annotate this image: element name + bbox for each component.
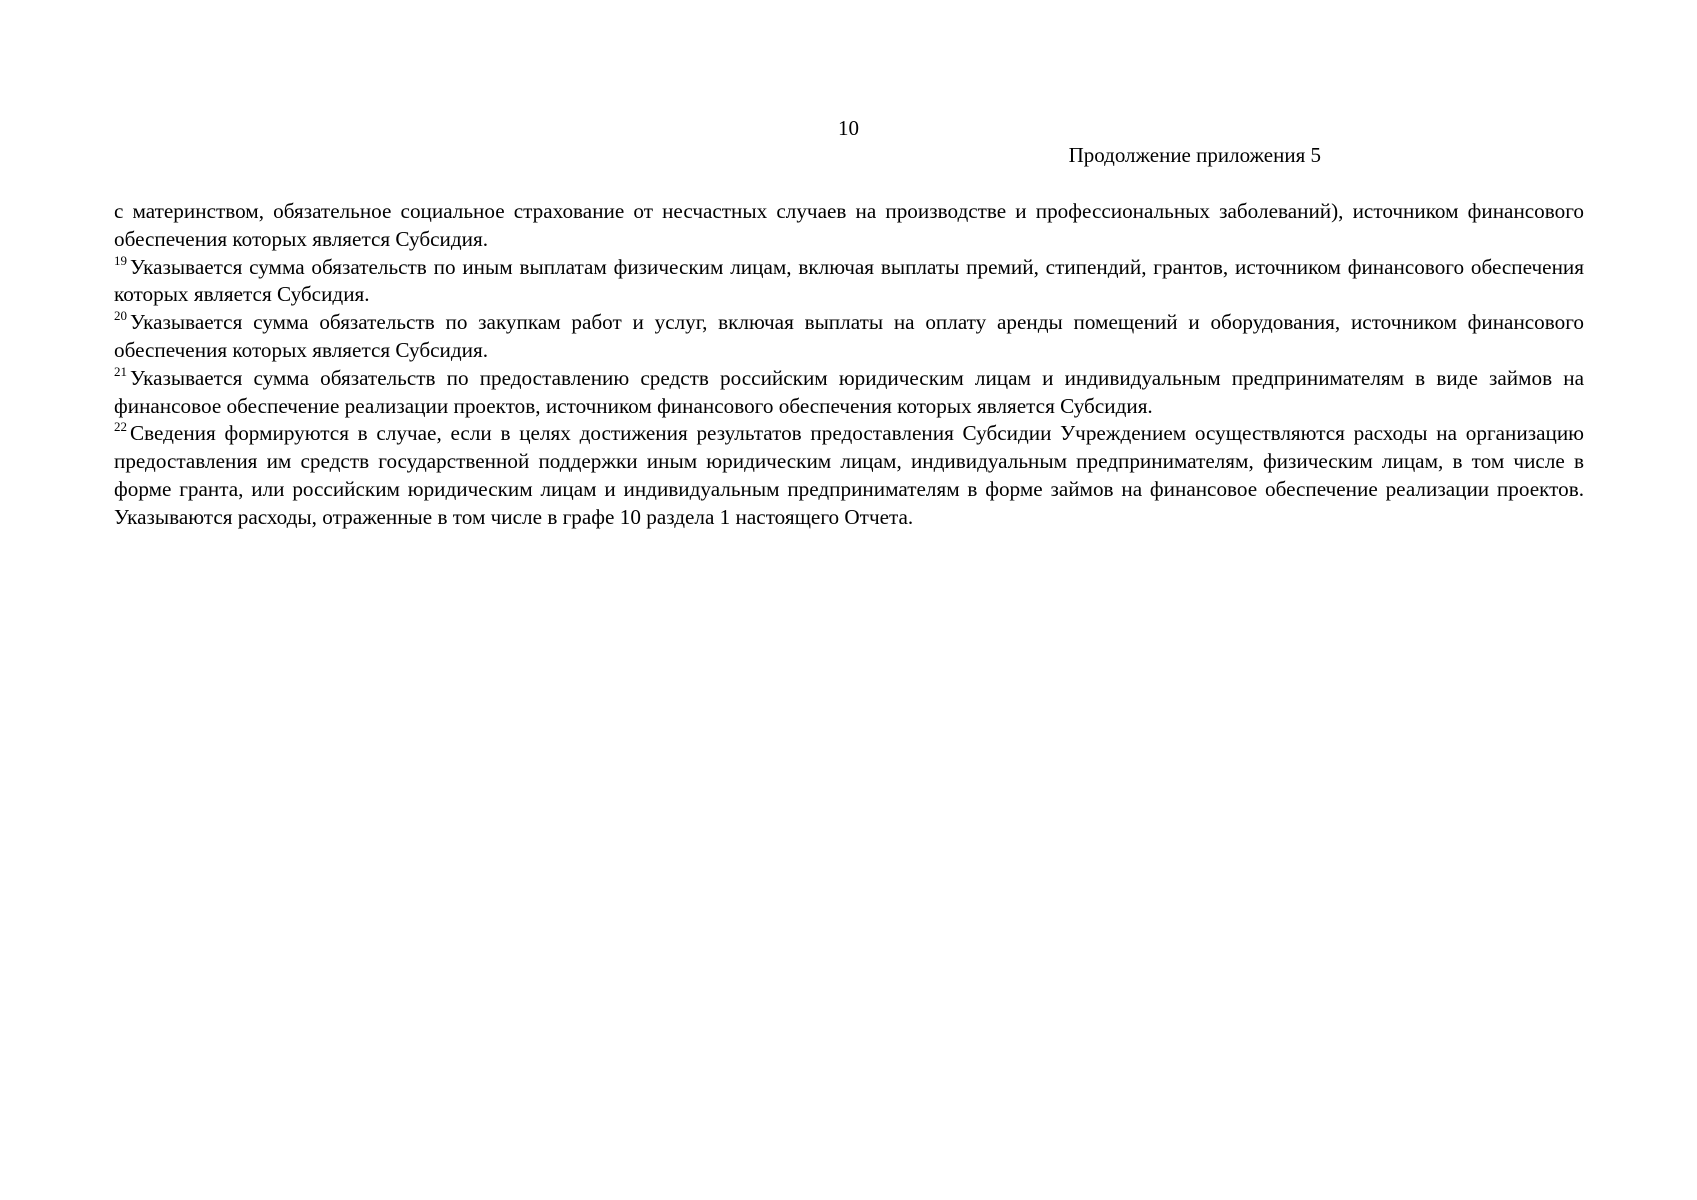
footnote-marker: 19: [114, 252, 127, 268]
footnotes-block: [114, 198, 1584, 532]
page-number: 10: [838, 116, 859, 140]
appendix-label: Продолжение приложения 5: [1068, 143, 1321, 167]
footnote-marker: 21: [114, 363, 127, 379]
footnote-19: [114, 254, 1584, 310]
footnote-22: [114, 420, 1584, 531]
footnote-continuation: [114, 198, 1584, 254]
footnote-text: с материнством, обязательное социальное страхование от несчастных случаев на производстве и профессиональных заболеваний), источником финансового обеспечения которых является Субсидия.: [114, 199, 1584, 251]
footnote-text: Сведения формируются в случае, если в целях достижения результатов предоставления Субсидии Учреждением осуществляются расходы на организацию предоставления им средств государственной поддержки иным юридическим лицам, индивидуальным предпринимателям, физическим лицам, в том числе в форме гранта, или российским юридическим лицам и индивидуальным предпринимателям в форме займов на финансовое обеспечение реализации проектов. Указываются расходы, отраженные в том числе в графе 10 раздела 1 настоящего Отчета.: [114, 421, 1584, 529]
footnote-text: Указывается сумма обязательств по иным выплатам физическим лицам, включая выплаты премий, стипендий, грантов, источником финансового обеспечения которых является Субсидия.: [114, 254, 1584, 307]
footnote-text: Указывается сумма обязательств по предоставлению средств российским юридическим лицам и индивидуальным предпринимателям в виде займов на финансовое обеспечение реализации проектов, источником финансового обеспечения которых является Субсидия.: [114, 365, 1584, 418]
footnote-marker: 22: [114, 419, 127, 435]
footnote-20: [114, 309, 1584, 365]
footnote-21: [114, 365, 1584, 421]
footnote-marker: 20: [114, 308, 127, 324]
footnote-text: Указывается сумма обязательств по закупкам работ и услуг, включая выплаты на оплату аренды помещений и оборудования, источником финансового обеспечения которых является Субсидия.: [114, 310, 1584, 362]
